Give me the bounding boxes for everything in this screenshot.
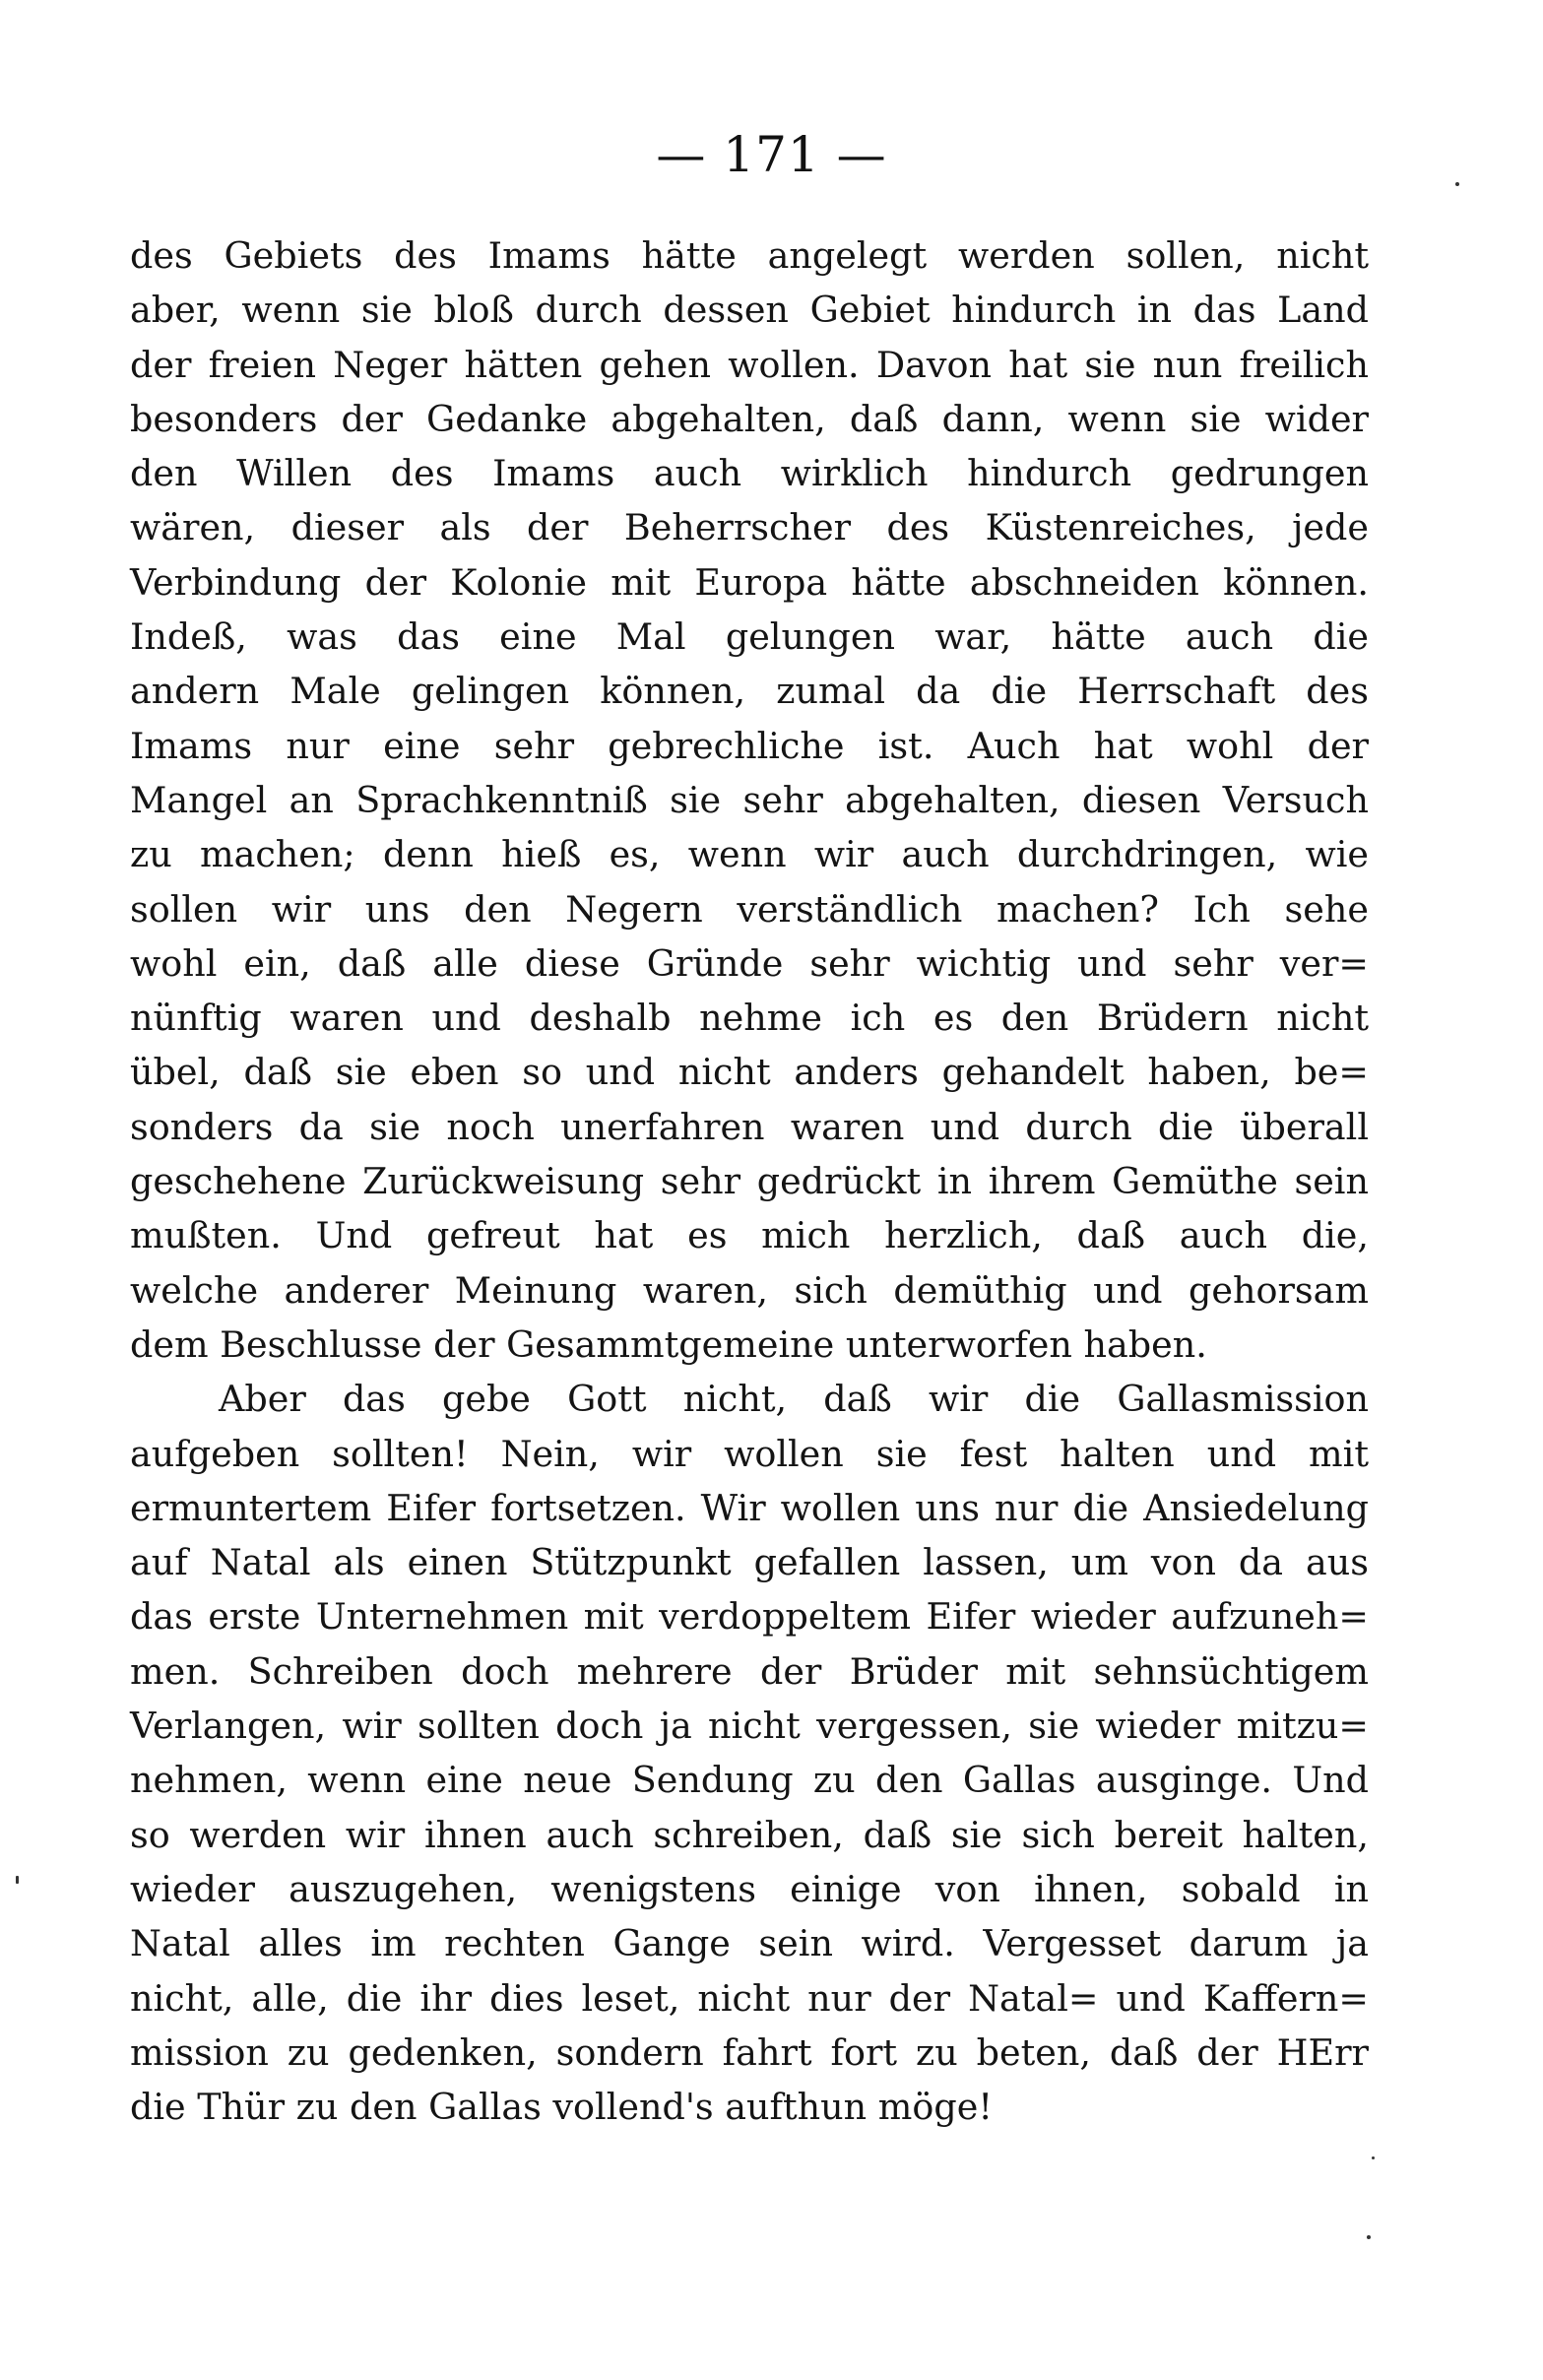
text-line: sollen wir uns den Negern verständlich machen? Ich sehe [130, 887, 1369, 931]
text-line: Mangel an Sprachkenntniß sie sehr abgehalten, diesen Versuch [130, 778, 1369, 821]
text-line: mission zu gedenken, sondern fahrt fort zu beten, daß der HErr [130, 2030, 1369, 2074]
text-line: men. Schreiben doch mehrere der Brüder mit sehnsüchtigem [130, 1649, 1369, 1693]
text-line: besonders der Gedanke abgehalten, daß dann, wenn sie wider [130, 397, 1369, 440]
text-line: aufgeben sollten! Nein, wir wollen sie fest halten und mit [130, 1432, 1369, 1475]
text-line: Natal alles im rechten Gange sein wird. Vergesset darum ja [130, 1922, 1369, 1965]
text-line: das erste Unternehmen mit verdoppeltem Eifer wieder aufzuneh= [130, 1595, 1369, 1639]
text-line: nicht, alle, die ihr dies leset, nicht nur der Natal= und Kaffern= [130, 1976, 1369, 2020]
paragraph-start-line: Aber das gebe Gott nicht, daß wir die Gallasmission [219, 1378, 1369, 1421]
text-line: des Gebiets des Imams hätte angelegt werden sollen, nicht [130, 234, 1369, 277]
text-line: sonders da sie noch unerfahren waren und durch die überall [130, 1105, 1369, 1148]
text-line: geschehene Zurückweisung sehr gedrückt in ihrem Gemüthe sein [130, 1160, 1369, 1203]
scan-speck [1455, 182, 1459, 186]
text-line: der freien Neger hätten gehen wollen. Davon hat sie nun freilich [130, 343, 1369, 386]
text-line: die Thür zu den Gallas vollend's aufthun möge! [130, 2086, 993, 2129]
text-line: übel, daß sie eben so und nicht anders gehandelt haben, be= [130, 1051, 1369, 1094]
text-line: Verbindung der Kolonie mit Europa hätte abschneiden können. [130, 560, 1369, 604]
scan-speck [16, 1876, 19, 1884]
text-line: nünftig waren und deshalb nehme ich es den Brüdern nicht [130, 997, 1369, 1040]
text-line: mußten. Und gefreut hat es mich herzlich, daß auch die, [130, 1214, 1369, 1257]
text-line: zu machen; denn hieß es, wenn wir auch durchdringen, wie [130, 833, 1369, 876]
text-line: wohl ein, daß alle diese Gründe sehr wichtig und sehr ver= [130, 941, 1369, 985]
scan-speck [1367, 2235, 1371, 2239]
text-line: ermuntertem Eifer fortsetzen. Wir wollen uns nur die Ansiedelung [130, 1486, 1369, 1529]
text-line: wären, dieser als der Beherrscher des Küstenreiches, jede [130, 506, 1369, 549]
text-line: aber, wenn sie bloß durch dessen Gebiet hindurch in das Land [130, 289, 1369, 332]
text-line: wieder auszugehen, wenigstens einige von ihnen, sobald in [130, 1867, 1369, 1910]
text-line: andern Male gelingen können, zumal da die Herrschaft des [130, 670, 1369, 713]
text-line: nehmen, wenn eine neue Sendung zu den Gallas ausginge. Und [130, 1759, 1369, 1802]
text-line: auf Natal als einen Stützpunkt gefallen lassen, um von da aus [130, 1541, 1369, 1584]
text-line: dem Beschlusse der Gesammtgemeine unterworfen haben. [130, 1322, 1207, 1366]
text-line: den Willen des Imams auch wirklich hindurch gedrungen [130, 452, 1369, 495]
body-text [130, 228, 1369, 2134]
scan-speck [1372, 2156, 1375, 2159]
page-number: — 171 — [656, 126, 887, 183]
text-line: Imams nur eine sehr gebrechliche ist. Auch hat wohl der [130, 724, 1369, 767]
text-line: Verlangen, wir sollten doch ja nicht vergessen, sie wieder mitzu= [130, 1705, 1369, 1748]
text-line: welche anderer Meinung waren, sich demüthig und gehorsam [130, 1268, 1369, 1312]
text-line: so werden wir ihnen auch schreiben, daß sie sich bereit halten, [130, 1813, 1369, 1856]
text-line: Indeß, was das eine Mal gelungen war, hätte auch die [130, 615, 1369, 659]
